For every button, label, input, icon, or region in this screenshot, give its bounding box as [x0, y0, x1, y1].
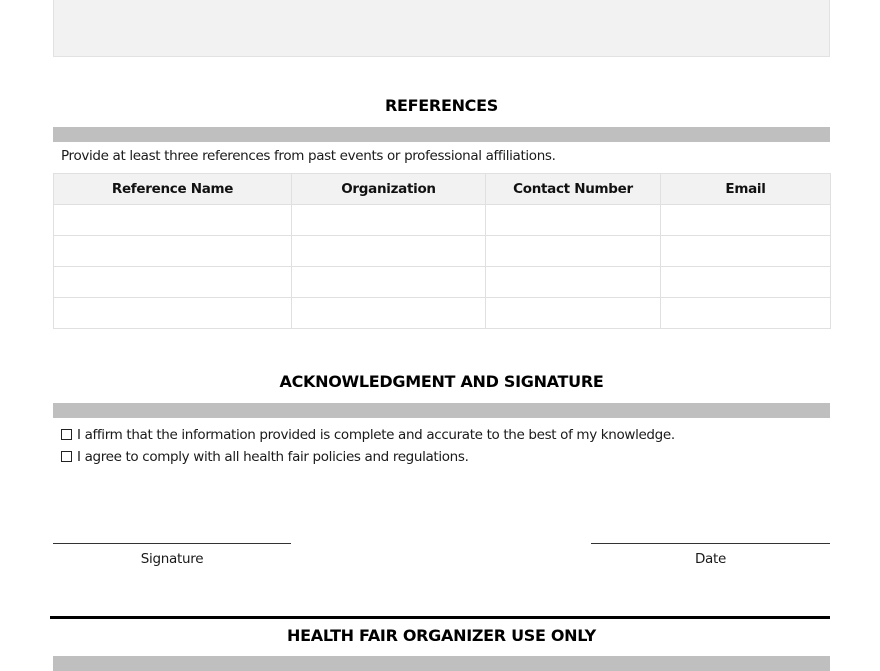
column-header-reference-name: Reference Name	[54, 174, 292, 205]
contact-number-cell[interactable]	[486, 267, 661, 298]
column-header-email: Email	[661, 174, 831, 205]
section-divider	[50, 616, 830, 619]
references-section-bar	[53, 127, 830, 142]
organization-cell[interactable]	[292, 267, 486, 298]
acknowledgment-section-bar	[53, 403, 830, 418]
table-row	[54, 267, 831, 298]
comply-checkbox-label: I agree to comply with all health fair policies and regulations.	[77, 449, 469, 465]
reference-name-cell[interactable]	[54, 236, 292, 267]
organizer-section-title: HEALTH FAIR ORGANIZER USE ONLY	[287, 626, 596, 645]
previous-section-textarea[interactable]	[53, 0, 830, 57]
table-row	[54, 236, 831, 267]
checkbox-icon[interactable]	[61, 429, 72, 440]
contact-number-cell[interactable]	[486, 205, 661, 236]
organization-cell[interactable]	[292, 205, 486, 236]
references-header-row	[54, 174, 831, 205]
comply-checkbox-row[interactable]	[61, 449, 469, 465]
references-table	[53, 173, 831, 329]
contact-number-cell[interactable]	[486, 236, 661, 267]
references-title: REFERENCES	[385, 96, 498, 115]
organization-cell[interactable]	[292, 236, 486, 267]
signature-label: Signature	[140, 551, 204, 567]
signature-line[interactable]	[53, 543, 291, 544]
acknowledgment-title: ACKNOWLEDGMENT AND SIGNATURE	[279, 372, 604, 391]
date-label: Date	[694, 551, 727, 567]
email-cell[interactable]	[661, 267, 831, 298]
email-cell[interactable]	[661, 205, 831, 236]
email-cell[interactable]	[661, 236, 831, 267]
table-row	[54, 205, 831, 236]
reference-name-cell[interactable]	[54, 205, 292, 236]
reference-name-cell[interactable]	[54, 298, 292, 329]
affirm-checkbox-row[interactable]	[61, 427, 675, 443]
organization-cell[interactable]	[292, 298, 486, 329]
contact-number-cell[interactable]	[486, 298, 661, 329]
column-header-contact-number: Contact Number	[486, 174, 661, 205]
email-cell[interactable]	[661, 298, 831, 329]
affirm-checkbox-label: I affirm that the information provided is complete and accurate to the best of my knowledge.	[77, 427, 675, 443]
references-instruction: Provide at least three references from past events or professional affiliations.	[61, 148, 556, 164]
reference-name-cell[interactable]	[54, 267, 292, 298]
organizer-section-bar	[53, 656, 830, 671]
checkbox-icon[interactable]	[61, 451, 72, 462]
table-row	[54, 298, 831, 329]
date-line[interactable]	[591, 543, 830, 544]
column-header-organization: Organization	[292, 174, 486, 205]
